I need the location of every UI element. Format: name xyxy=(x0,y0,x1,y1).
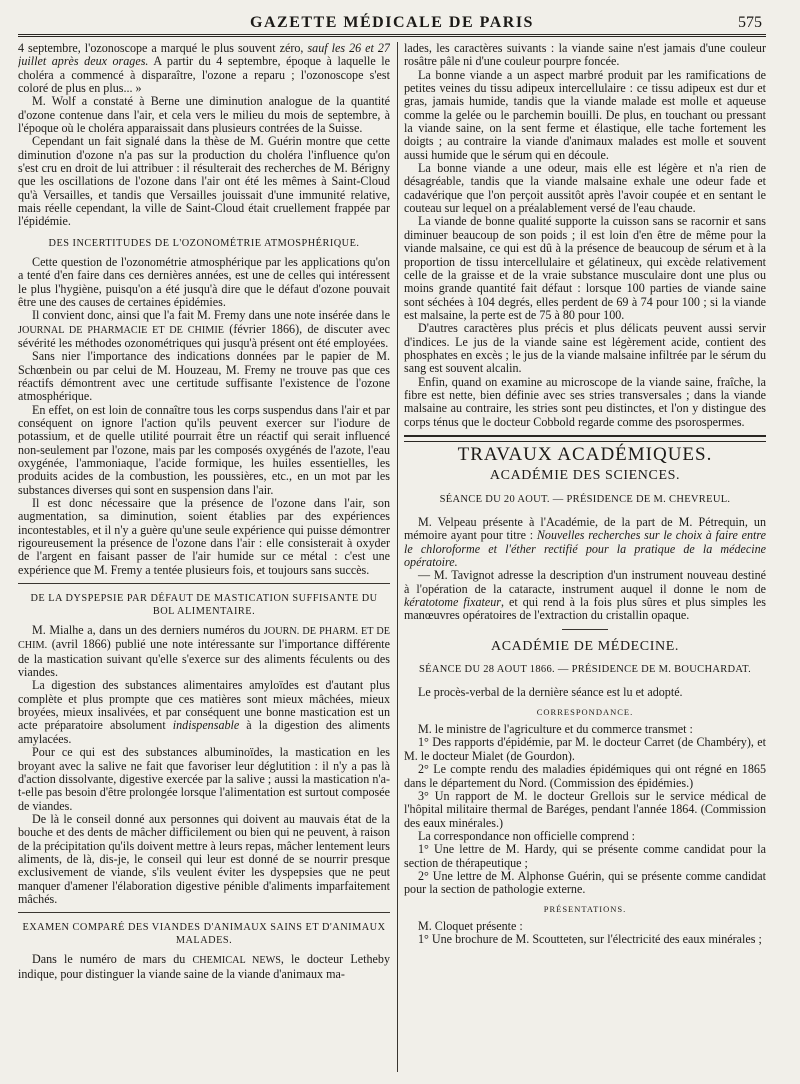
italic-run: sauf les 26 et 27 juillet après deux orages. xyxy=(18,42,390,69)
journal-name: CHEMICAL NEWS xyxy=(192,955,281,967)
paragraph: D'autres caractères plus précis et plus délicats peuvent aussi servir d'indices. Le jus de la viande saine est légèrement acide, contient des phosphates en excès ; le jus de la viande malsaine infiltrée par le sérum du sang est souvent alcalin. xyxy=(404,321,766,376)
paragraph: Enfin, quand on examine au microscope de la viande saine, fraîche, la fibre est nette, bien définie avec ses stries transversales ; dans la viande malsaine au contraire, les stries sont peu distinctes, et l'on y distingue des corps ténus que le docteur Cobbold regarde comme des psorospermes. xyxy=(404,374,766,429)
paragraph: La viande de bonne qualité supporte la cuisson sans se racornir et sans diminuer beaucoup de son poids ; il est loin d'en être de même pour la viande malsaine, ce qui est dû à la présence de beaucoup de sérum et à la proportion de tissu intercellulaire et gélatineux, qui excède relativement celle de la graisse et de la vraie substance musculaire dont une plus ou moins grande quantité fait défaut : lorsque 100 parties de viande saine sont séchées à 104 degrés, elles perdent de 69 à 74 pour 100 ; si la viande est malsaine, la perte est de 75 à 80 pour 100. xyxy=(404,214,766,322)
paragraph: M. Cloquet présente : xyxy=(418,918,523,933)
section-rule xyxy=(18,583,390,584)
paragraph xyxy=(18,309,390,350)
paragraph: 2° Le compte rendu des maladies épidémiques qui ont régné en 1865 dans le département du Nord. (Commission des épidémies.) xyxy=(404,762,766,790)
paragraph: 2° Une lettre de M. Alphonse Guérin, qui se présente comme candidat pour la section de pathologie externe. xyxy=(404,868,766,897)
text-run: — M. Tavignot adresse la description d'un instrument nouveau destiné à l'opération de la cataracte, instrument auquel il donne le nom de xyxy=(404,568,766,596)
right-column xyxy=(404,42,766,1076)
paragraph: M. Wolf a constaté à Berne une diminution analogue de la quantité d'ozone contenue dans l'air, et cela vers le milieu du mois de septembre, à l'époque où le choléra apparaissait dans plusieurs contrées de la Suisse. xyxy=(18,94,390,136)
text-run: (avril 1866) publié une note intéressante sur l'importance différente de la mastication suivant qu'elle s'exerce sur des aliments féculents ou des viandes. xyxy=(18,637,390,680)
short-rule xyxy=(562,629,608,630)
text-run: La digestion des substances alimentaires amyloïdes est d'autant plus complète et plus prompte que ces matières sont mieux mâchées, mieux broyées, mieux insalivées, et par conséquent une bonne mastication est un acte préparatoire absolument xyxy=(18,678,390,733)
paragraph: Le procès-verbal de la dernière séance est lu et adopté. xyxy=(418,685,683,700)
text-run: Dans le numéro de mars du xyxy=(32,952,193,967)
paragraph xyxy=(18,953,390,981)
page-number: 575 xyxy=(738,14,762,31)
journal-name: JOURNAL DE PHARMACIE ET DE CHIMIE xyxy=(18,324,224,336)
running-title: GAZETTE MÉDICALE DE PARIS xyxy=(250,14,534,31)
correspondance-heading: CORRESPONDANCE. xyxy=(536,706,634,717)
text-run: 4 septembre, l'ozonoscope a marqué le plus souvent zéro, xyxy=(18,42,308,55)
italic-run: Nouvelles recherches sur le choix à faire entre le chloroforme et l'éther rectifié pour la pratique de la médecine opératoire. xyxy=(404,528,766,570)
section-rule xyxy=(18,912,390,913)
section-rule-thick xyxy=(404,435,766,442)
journal-name: JOURN. DE PHARM. ET DE CHIM. xyxy=(18,626,390,652)
paragraph: La correspondance non officielle comprend : xyxy=(418,828,636,843)
section-heading-viandes: EXAMEN COMPARÉ DES VIANDES D'ANIMAUX SAINS ET D'ANIMAUX MALADES. xyxy=(22,922,386,947)
text-run: M. Mialhe a, dans un des derniers numéros du xyxy=(32,623,264,638)
paragraph: La bonne viande a un aspect marbré produit par les ramifications de petites veines du tissu adipeux intercellulaire : ce tissu adipeux est dur et gras, jamais humide, tandis que la viande malade est molle et aqueuse comme la gelée ou le parchemin bouilli. De plus, en touchant ou pressant la viande saine, on la sent ferme et élastique, elle tache fortement les doigts ; au contraire la viande d'animaux malades est molle et souvent aussi humide que le sérum qui en découle. xyxy=(404,67,766,162)
text-run: (février 1866), de discuter avec sévérité les méthodes ozonométriques qui jusqu'à présent ont été employées. xyxy=(18,321,390,350)
seance-heading: SÉANCE DU 20 AOUT. — PRÉSIDENCE DE M. CHEVREUL. xyxy=(439,493,731,505)
paragraph: 1° Des rapports d'épidémie, par M. le docteur Carret (de Chambéry), et M. le docteur Mialet (de Gourdon). xyxy=(404,735,766,763)
paragraph xyxy=(18,679,390,746)
paragraph xyxy=(404,516,766,569)
text-run: , le docteur Letheby indique, pour distinguer la viande saine de la viande d'animaux ma- xyxy=(18,952,390,981)
text-run: A partir du 4 septembre, époque à laquelle le choléra a commencé à disparaître, l'ozone a reparu ; l'ozonoscope s'est coloré de plus en plus... » xyxy=(18,54,390,96)
paragraph: M. le ministre de l'agriculture et du commerce transmet : xyxy=(418,722,693,737)
left-column xyxy=(18,42,390,1076)
academie-medecine-title: ACADÉMIE DE MÉDECINE. xyxy=(491,638,679,654)
text-run: , et qui rend à la fois plus sûres et plus simples les manœuvres opératoires de l'extraction du cristallin opaque. xyxy=(404,595,766,623)
paragraph: Sans nier l'importance des indications données par le papier de M. Schœnbein ou par celui de M. Houzeau, M. Fremy ne trouve pas que ces réactifs démontrent avec une certitude suffisante l'existence de l'ozone atmosphérique. xyxy=(18,349,390,404)
paragraph: 3° Un rapport de M. le docteur Grellois sur le service médical de l'hôpital militaire thermal de Baréges, pendant l'année 1864. (Commission des eaux minérales.) xyxy=(404,788,766,830)
paragraph xyxy=(18,42,390,95)
paragraph: De là le conseil donné aux personnes qui doivent au mauvais état de la bouche et des dents de mâcher difficilement ou bien qui ne peuvent, à raison de la précipitation qu'ils doivent mettre à leurs repas, mâcher lentement leurs aliments, de là, dis-je, le conseil qui leur est donné de se nourrir presque exclusivement de viande, s'ils veulent éviter les dyspepsies que ne peut manquer d'amener l'élaboration digestive pénible d'aliments imparfaitement mâchés. xyxy=(18,811,390,906)
text-run: Il convient donc, ainsi que l'a fait M. Fremy dans une note insérée dans le xyxy=(32,308,390,323)
section-heading-dyspepsie: DE LA DYSPEPSIE PAR DÉFAUT DE MASTICATION SUFFISANTE DU BOL ALIMENTAIRE. xyxy=(30,593,378,618)
seance-heading: SÉANCE DU 28 AOUT 1866. — PRÉSIDENCE DE M. BOUCHARDAT. xyxy=(419,664,751,676)
presentations-heading: PRÉSENTATIONS. xyxy=(543,903,627,914)
paragraph: 1° Une lettre de M. Hardy, qui se présente comme candidat pour la section de thérapeutique ; xyxy=(404,842,766,870)
travaux-academiques-title: TRAVAUX ACADÉMIQUES. xyxy=(457,443,713,465)
text-run: M. Velpeau présente à l'Académie, de la part de M. Pétrequin, un mémoire ayant pour titre : xyxy=(404,515,766,543)
paragraph: Cette question de l'ozonométrie atmosphérique par les applications qu'on a tenté d'en faire dans ces dernières années, est une de celles qui intéressent le plus l'hygiène, puisqu'on a été jusqu'à dire que le défaut d'ozone pouvait être une des causes de certaines épidémies. xyxy=(18,254,390,309)
column-divider xyxy=(397,42,398,1072)
paragraph: La bonne viande a une odeur, mais elle est légère et n'a rien de désagréable, tandis que la viande malsaine exhale une odeur fade et cadavérique que l'on perçoit aussitôt après l'avoir coupée et en sentant le couteau sur lequel on a préalablement versé de l'eau chaude. xyxy=(404,161,766,216)
paragraph: En effet, on est loin de connaître tous les corps suspendus dans l'air et par conséquent on ignore l'action qu'ils peuvent exercer sur l'iodure de potassium, et de quelle utilité pourrait être un réactif qui serait influencé non-seulement par l'ozone, mais par les composés oxygénés de l'azote, l'eau oxygénée, l'ammoniaque, l'acide formique, les huiles essentielles, les produits acides de la combustion, les poussières, etc., en un mot par les substances diverses qui sont en suspension dans l'air. xyxy=(18,402,390,497)
italic-run: indispensable xyxy=(172,718,240,733)
academie-sciences-title: ACADÉMIE DES SCIENCES. xyxy=(489,468,681,484)
paragraph: Pour ce qui est des substances albuminoïdes, la mastication en les broyant avec la salive ne fait que favoriser leur déglutition : il n'y a pas là d'action dissolvante, digestive exercée par la salive ; aussi la mastication n'a-t-elle pas besoin d'être prolongée lorsque l'alimentation est surtout composée de viandes. xyxy=(18,745,390,813)
italic-run: kératotome fixateur xyxy=(404,595,502,610)
text-run: à la digestion des aliments amylacées. xyxy=(18,718,390,746)
section-heading-ozonometrie: DES INCERTITUDES DE L'OZONOMÉTRIE ATMOSPHÉRIQUE. xyxy=(48,237,360,249)
paragraph: lades, les caractères suivants : la viande saine n'est jamais d'une couleur rosâtre pâle ni d'une couleur pourpre foncée. xyxy=(404,42,766,69)
page-header xyxy=(18,12,766,37)
paragraph xyxy=(18,624,390,679)
paragraph: Cependant un fait signalé dans la thèse de M. Guérin montre que cette diminution d'ozone n'a pas sur la production du choléra l'influence qu'on s'est cru en droit de lui attribuer : il résulterait des recherches de M. Bérigny que les oscillations de l'ozone dans l'air ont été les mêmes à Saint-Cloud qu'à Versailles, et tandis que Versailles jouissait d'une immunité relative, mais réelle cependant, la ville de Saint-Cloud était cruellement frappée par l'épidémie. xyxy=(18,134,390,229)
paragraph: 1° Une brochure de M. Scoutteten, sur l'électricité des eaux minérales ; xyxy=(418,932,762,947)
paragraph: Il est donc nécessaire que la présence de l'ozone dans l'air, son augmentation, sa diminution, soient établies par des expériences incontestables, et il n'y a guère qu'une seule expérience qui puisse démontrer rigoureusement la présence de l'ozone dans l'air : elle consisterait à oxyder de l'argent en faisant passer de l'air humide sur ce métal : c'est une expérience que M. Fremy a tentée plusieurs fois, et toujours sans succès. xyxy=(18,496,390,577)
paragraph xyxy=(404,569,766,622)
